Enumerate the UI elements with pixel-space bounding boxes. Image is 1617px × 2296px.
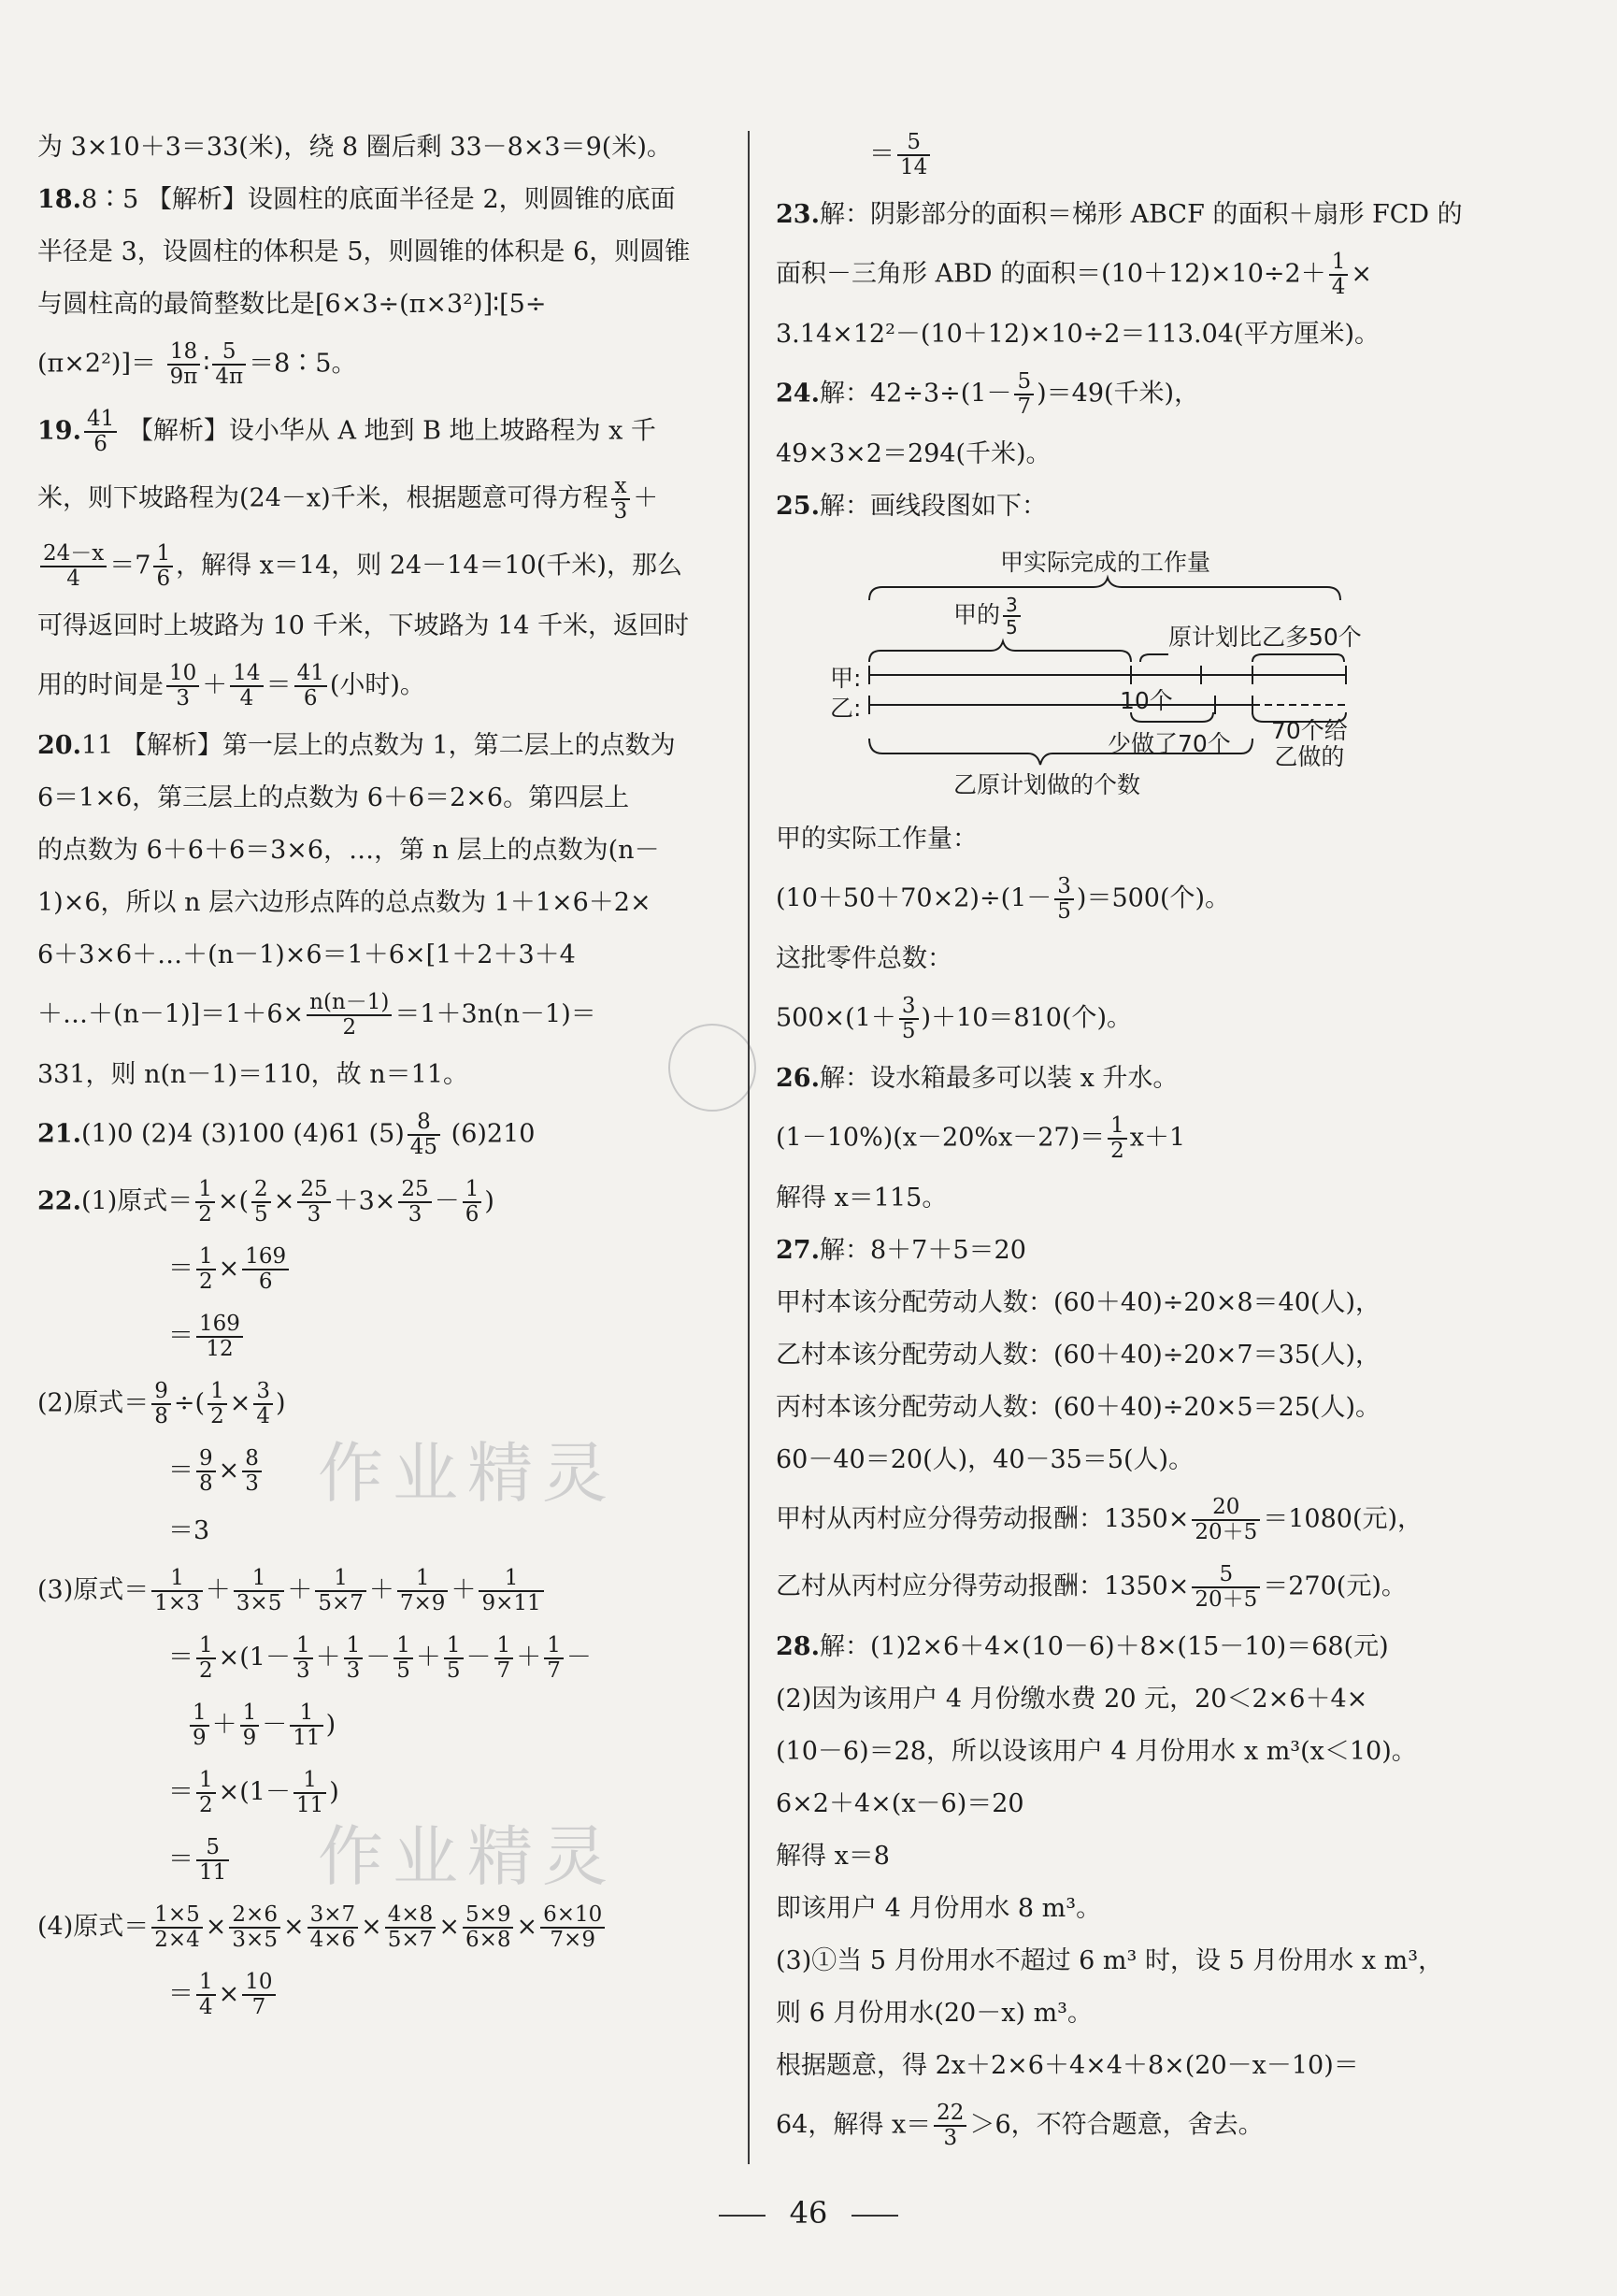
question-number: 28. bbox=[776, 1632, 820, 1661]
step: ＝ $\frac{169}{12}$ bbox=[37, 1313, 734, 1361]
q24: 24.解：42÷3÷(1－ $\frac{5}{7}$ )＝49(千米)， 49×3×2＝294(千米)。 bbox=[776, 370, 1580, 471]
text: (3)①当 5 月份用水不超过 6 m³ 时，设 5 月份用水 x m³， bbox=[776, 1946, 1444, 1975]
brace-jia-part bbox=[869, 641, 1131, 662]
question-number: 24. bbox=[776, 379, 820, 409]
step: ＝ $\frac{1}{4}$ × $\frac{10}{7}$ bbox=[37, 1971, 734, 2019]
label-top: 甲实际完成的工作量 bbox=[1000, 549, 1211, 576]
text: ＋…＋(n－1)]＝1＋6× $\frac{n(n-1)}{2}$ ＝1＋3n(n－1)＝ bbox=[37, 990, 596, 1040]
text: 用的时间是 $\frac{10}{3}$ ＋ $\frac{14}{4}$ ＝ $\frac{41}{6}$ (小时)。 bbox=[37, 661, 425, 710]
text: 的点数为 6＋6＋6＝3×6，…，第 n 层上的点数为(n－ bbox=[37, 836, 660, 865]
line-segment-diagram bbox=[776, 542, 1524, 804]
text: 甲村从丙村应分得劳动报酬：1350× $\frac{20}{20+5}$ ＝1080(元)， bbox=[776, 1495, 1424, 1544]
brace-plan-left bbox=[1140, 654, 1168, 662]
text: 这批零件总数： bbox=[776, 944, 952, 973]
left-column bbox=[37, 131, 734, 2038]
text: 即该用户 4 月份用水 8 m³。 bbox=[776, 1894, 1102, 1923]
q25: 25.解：画线段图如下： 甲实际完成的工作量 甲的 $\frac{3}{5}$ 原计划比乙多50个 甲: 乙: 10个 少做了70个 70个给 乙做的 乙原计划做的个数 甲的实际工作量： (10＋50＋70×2)÷(1－ $\frac{3}{5}$ )＝500(个)。 这批零件总数： 500×(1＋ $\frac{3}{5}$ )＋10＝810(个)。 bbox=[776, 490, 1580, 1043]
text: 乙村本该分配劳动人数：(60＋40)÷20×7＝35(人)， bbox=[776, 1341, 1381, 1370]
text: 乙村从丙村应分得劳动报酬：1350× $\frac{5}{20+5}$ ＝270(元)。 bbox=[776, 1562, 1407, 1612]
brace-top bbox=[869, 578, 1340, 600]
label-row-yi: 乙: bbox=[830, 695, 862, 722]
label-jia-part: 甲的 $\frac{3}{5}$ bbox=[953, 595, 1023, 638]
text: 49×3×2＝294(千米)。 bbox=[776, 439, 1052, 468]
text: (2)因为该用户 4 月份缴水费 20 元，20＜2×6＋4× bbox=[776, 1685, 1368, 1714]
question-number: 19. bbox=[37, 416, 81, 446]
text: 60－40＝20(人)，40－35＝5(人)。 bbox=[776, 1445, 1195, 1474]
text: 面积－三角形 ABD 的面积＝(10＋12)×10÷2＋ $\frac{1}{4}$ × bbox=[776, 250, 1372, 299]
text: (π×2²)]＝ $\frac{18}{9\pi}$ ∶ $\frac{5}{4\pi}$ ＝8∶5。 bbox=[37, 339, 357, 389]
step: ＝ $\frac{1}{2}$ × $\frac{169}{6}$ bbox=[37, 1245, 734, 1294]
q18 bbox=[37, 183, 734, 389]
step: ＝ $\frac{1}{2}$ ×(1－ $\frac{1}{11}$ ) bbox=[168, 1768, 339, 1817]
text: 米，则下坡路程为(24－x)千米，根据题意可得方程 $\frac{x}{3}$ ＋ bbox=[37, 474, 659, 524]
step: ＝ $\frac{5}{11}$ bbox=[37, 1836, 734, 1885]
step: ＝ $\frac{1}{2}$ ×(1－ $\frac{1}{3}$ ＋ $\frac{1}{3}$ － $\frac{1}{5}$ ＋ $\frac{1}{5}$ － $\frac{1}{7}$ ＋ $\frac{1}{7}$ － bbox=[168, 1633, 592, 1683]
q22-part3: (3)原式＝ $\frac{1}{1\times 3}$ ＋ $\frac{1}{3\times 5}$ ＋ $\frac{1}{5\times 7}$ ＋ $\frac{1}{7\times 9}$ ＋ $\frac{1}{9\times 11}$ bbox=[37, 1567, 734, 1615]
text: 半径是 3，设圆柱的体积是 5，则圆锥的体积是 6，则圆锥 bbox=[37, 237, 691, 266]
text: (10－6)＝28，所以设该用户 4 月份用水 x m³(x＜10)。 bbox=[776, 1737, 1417, 1766]
label-less: 少做了70个 bbox=[1108, 730, 1231, 757]
fraction: $\frac{41}{6}$ bbox=[84, 408, 117, 456]
text: 8∶5 【解析】设圆柱的底面半径是 2，则圆锥的底面 bbox=[80, 185, 676, 214]
text: (10＋50＋70×2)÷(1－ $\frac{3}{5}$ )＝500(个)。 bbox=[776, 874, 1231, 924]
text: (1－10%)(x－20%x－27)＝ $\frac{1}{2}$ x＋1 bbox=[776, 1113, 1186, 1163]
text: 6＝1×6，第三层上的点数为 6＋6＝2×6。第四层上 bbox=[37, 783, 630, 812]
step: ＝3 bbox=[168, 1516, 210, 1545]
text: 6×2＋4×(x－6)＝20 bbox=[776, 1789, 1024, 1818]
label-plan-more: 原计划比乙多50个 bbox=[1168, 624, 1362, 651]
page-number: 46 bbox=[0, 2195, 1617, 2231]
label-give: 70个给 乙做的 bbox=[1271, 717, 1348, 770]
fraction: $\frac{5}{4\pi}$ bbox=[212, 340, 246, 389]
q22-part4: (4)原式＝ $\frac{1\times 5}{2\times 4}$ × $\frac{2\times 6}{3\times 5}$ × $\frac{3\times 7}{4\times 6}$ × $\frac{4\times 8}{5\times 7}$ × $\frac{5\times 9}{6\times 8}$ × $\frac{6\times 10}{7\times 9}$ bbox=[37, 1903, 734, 1952]
step: $\frac{1}{9}$ ＋ $\frac{1}{9}$ － $\frac{1}{11}$ ) bbox=[37, 1701, 734, 1750]
q20: 20.11 【解析】第一层上的点数为 1，第二层上的点数为 6＝1×6，第三层上的点数为 6＋6＝2×6。第四层上 的点数为 6＋6＋6＝3×6，…，第 n 层上的点数为(n－ 1)×6，所以 n 层六边形点阵的总点数为 1＋1×6＋2× 6＋3×6＋…＋(n－1)×6＝1＋6×[1＋2＋3＋4 ＋…＋(n－1)]＝1＋6× $\frac{n(n-1)}{2}$ ＝1＋3n(n－1)＝ 331，则 n(n－1)＝110，故 n＝11。 bbox=[37, 729, 734, 1092]
q17-tail: 为 3×10＋3＝33(米)，绕 8 圈后剩 33－8×3＝9(米)。 bbox=[37, 133, 672, 162]
question-number: 23. bbox=[776, 200, 820, 229]
q22: 22.(1)原式＝ $\frac{1}{2}$ ×( $\frac{2}{5}$ × $\frac{25}{3}$ ＋3× $\frac{25}{3}$ － $\frac{1}{6}$ ) ＝ $\frac{1}{2}$ × $\frac{169}{6}$ ＝ $\frac{169}{12}$ (2)原式＝ $\frac{9}{8}$ ÷( $\frac{1}{2}$ × $\frac{3}{4}$ ) ＝ $\frac{9}{8}$ × $\frac{8}{3}$ ＝3 (3)原式＝ $\frac{1}{1\times 3}$ ＋ $\frac{1}{3\times 5}$ ＋ $\frac{1}{5\times 7}$ ＋ $\frac{1}{7\times 9}$ ＋ $\frac{1}{9\times 11}$ ＝ $\frac{1}{2}$ ×(1－ $\frac{1}{3}$ ＋ $\frac{1}{3}$ － $\frac{1}{5}$ ＋ $\frac{1}{5}$ － $\frac{1}{7}$ ＋ $\frac{1}{7}$ － $\frac{1}{9}$ ＋ $\frac{1}{9}$ － $\frac{1}{11}$ ) ＝ $\frac{1}{2}$ ×(1－ $\frac{1}{11}$ ) ＝ $\frac{5}{11}$ (4)原式＝ $\frac{1\times 5}{2\times 4}$ × $\frac{2\times 6}{3\times 5}$ × $\frac{3\times 7}{4\times 6}$ × $\frac{4\times 8}{5\times 7}$ × $\frac{5\times 9}{6\times 8}$ × $\frac{6\times 10}{7\times 9}$ ＝ $\frac{1}{4}$ × $\frac{10}{7}$ bbox=[37, 1178, 734, 2019]
text: 甲村本该分配劳动人数：(60＋40)÷20×8＝40(人)， bbox=[776, 1288, 1381, 1317]
q27: 27.解：8＋7＋5＝20 甲村本该分配劳动人数：(60＋40)÷20×8＝40(人)， 乙村本该分配劳动人数：(60＋40)÷20×7＝35(人)， 丙村本该分配劳动人数：(60＋40)÷20×5＝25(人)。 60－40＝20(人)，40－35＝5(人)。 甲村从丙村应分得劳动报酬：1350× $\frac{20}{20+5}$ ＝1080(元)， 乙村从丙村应分得劳动报酬：1350× $\frac{5}{20+5}$ ＝270(元)。 bbox=[776, 1234, 1580, 1612]
brace-plan-right bbox=[1252, 654, 1344, 662]
q22-tail: ＝ $\frac{5}{14}$ bbox=[776, 131, 1580, 179]
question-number: 27. bbox=[776, 1236, 820, 1265]
text: 丙村本该分配劳动人数：(60＋40)÷20×5＝25(人)。 bbox=[776, 1393, 1381, 1422]
q19: 19. $\frac{41}{6}$ 【解析】设小华从 A 地到 B 地上坡路程为 x 千 米，则下坡路程为(24－x)千米，根据题意可得方程 $\frac{x}{3}$ ＋ $\frac{24-x}{4}$ ＝7 $\frac{1}{6}$ ，解得 x＝14，则 24－14＝10(千米)，那么 可得返回时上坡路为 10 千米，下坡路为 14 千米，返回时 用的时间是 $\frac{10}{3}$ ＋ $\frac{14}{4}$ ＝ $\frac{41}{6}$ (小时)。 bbox=[37, 408, 734, 710]
step: ＝ $\frac{9}{8}$ × $\frac{8}{3}$ bbox=[37, 1447, 734, 1496]
q26: 26.解：设水箱最多可以装 x 升水。 (1－10%)(x－20%x－27)＝ $\frac{1}{2}$ x＋1 解得 x＝115。 bbox=[776, 1062, 1580, 1215]
text: 1)×6，所以 n 层六边形点阵的总点数为 1＋1×6＋2× bbox=[37, 888, 651, 917]
column-divider bbox=[748, 131, 750, 2164]
watermark: 作业精灵 bbox=[318, 1435, 617, 1512]
label-bottom: 乙原计划做的个数 bbox=[953, 771, 1141, 798]
label-ten: 10个 bbox=[1120, 687, 1173, 714]
text: 解得 x＝8 bbox=[776, 1842, 890, 1871]
question-number: 18. bbox=[37, 185, 81, 214]
text: 64，解得 x＝ $\frac{22}{3}$ ＞6，不符合题意，舍去。 bbox=[776, 2101, 1264, 2150]
q21: 21.(1)0 (2)4 (3)100 (4)61 (5) $\frac{8}{45}$ (6)210 bbox=[37, 1110, 536, 1159]
text: 与圆柱高的最简整数比是[6×3÷(π×3²)]∶[5÷ bbox=[37, 290, 547, 319]
question-number: 22. bbox=[37, 1186, 81, 1216]
question-number: 26. bbox=[776, 1064, 820, 1093]
question-number: 20. bbox=[37, 731, 81, 760]
fraction: $\frac{18}{9\pi}$ bbox=[167, 340, 201, 389]
q22-part2: (2)原式＝ $\frac{9}{8}$ ÷( $\frac{1}{2}$ × $\frac{3}{4}$ ) bbox=[37, 1379, 286, 1428]
q23: 23.解：阴影部分的面积＝梯形 ABCF 的面积＋扇形 FCD 的 面积－三角形 ABD 的面积＝(10＋12)×10÷2＋ $\frac{1}{4}$ × 3.14×12²－(10＋12)×10÷2＝113.04(平方厘米)。 bbox=[776, 198, 1580, 352]
text: 500×(1＋ $\frac{3}{5}$ )＋10＝810(个)。 bbox=[776, 994, 1133, 1043]
diagram-lines bbox=[776, 542, 1524, 804]
text: 根据题意，得 2x＋2×6＋4×4＋8×(20－x－10)＝ bbox=[776, 2051, 1359, 2080]
watermark: 作业精灵 bbox=[318, 1818, 617, 1895]
q28: 28.解：(1)2×6＋4×(10－6)＋8×(15－10)＝68(元) (2)因为该用户 4 月份缴水费 20 元，20＜2×6＋4× (10－6)＝28，所以设该用户 4 月份用水 x m³(x＜10)。 6×2＋4×(x－6)＝20 解得 x＝8 即该用户 4 月份用水 8 m³。 (3)①当 5 月份用水不超过 6 m³ 时，设 5 月份用水 x m³， 则 6 月份用水(20－x) m³。 根据题意，得 2x＋2×6＋4×4＋8×(20－x－10)＝ 64，解得 x＝ $\frac{22}{3}$ ＞6，不符合题意，舍去。 bbox=[776, 1630, 1580, 2150]
question-number: 25. bbox=[776, 492, 820, 521]
text: $\frac{24-x}{4}$ ＝7 $\frac{1}{6}$ ，解得 x＝14，则 24－14＝10(千米)，那么 bbox=[37, 542, 734, 591]
label-row-jia: 甲: bbox=[830, 665, 862, 692]
text: 则 6 月份用水(20－x) m³。 bbox=[776, 1999, 1094, 2028]
text: 可得返回时上坡路为 10 千米，下坡路为 14 千米，返回时 bbox=[37, 611, 690, 640]
right-column bbox=[776, 131, 1580, 2169]
text: 甲的实际工作量： bbox=[776, 825, 978, 854]
text: 解得 x＝115。 bbox=[776, 1184, 948, 1213]
text: 6＋3×6＋…＋(n－1)×6＝1＋6×[1＋2＋3＋4 bbox=[37, 940, 576, 969]
text: 331，则 n(n－1)＝110，故 n＝11。 bbox=[37, 1060, 469, 1089]
text: 3.14×12²－(10＋12)×10÷2＝113.04(平方厘米)。 bbox=[776, 320, 1381, 349]
